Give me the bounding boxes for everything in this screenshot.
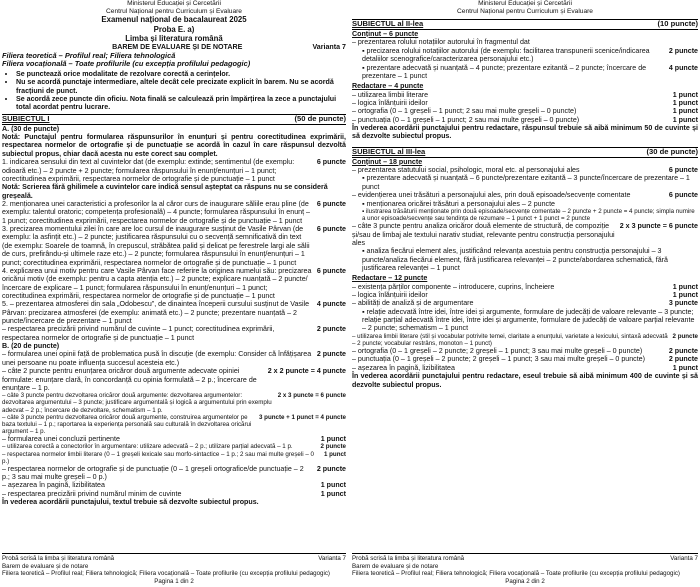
scoring-row bbox=[2, 451, 346, 465]
scoring-row bbox=[2, 481, 346, 489]
scoring-row bbox=[352, 91, 698, 99]
criterion-text: – respectarea precizării privind numărul minim de cuvinte bbox=[2, 489, 182, 498]
criterion-text: – câte 3 puncte pentru analiza oricăror două elemente de structură, de compoziție și/sau de limbaj ale textului narativ studiat, relevante pentru construcția personajului ales bbox=[352, 222, 615, 247]
ministry-name: Ministerul Educației și Cercetării bbox=[127, 0, 221, 7]
scoring-row bbox=[2, 183, 346, 200]
footer-probe: Probă scrisă la limba și literatura română bbox=[352, 555, 465, 563]
scoring-row bbox=[352, 166, 698, 174]
points-value: 2 puncte bbox=[320, 443, 346, 451]
points-value: 2 puncte bbox=[668, 355, 698, 364]
bullet-wrap bbox=[362, 247, 698, 272]
scoring-row bbox=[352, 47, 698, 64]
points-value: 2 puncte bbox=[668, 46, 698, 55]
rule-item: • Se punctează orice modalitate de rezolvare corectă a cerințelor. bbox=[16, 70, 346, 78]
points-value: 2 x 3 puncte = 6 puncte bbox=[619, 222, 698, 231]
rule-item: • Nu se acordă punctaje intermediare, altele decât cele precizate explicit în barem. Nu se acordă fracțiuni de punct. bbox=[16, 78, 346, 95]
continut-3-title: Conținut – 18 puncte bbox=[352, 157, 423, 166]
points-value: 4 puncte bbox=[668, 63, 698, 72]
points-value: 2 puncte bbox=[316, 350, 346, 359]
exam-title: Examenul național de bacalaureat 2025 bbox=[101, 15, 247, 25]
scoring-row bbox=[352, 308, 698, 333]
subiect-3-points: (30 de puncte) bbox=[646, 146, 698, 156]
points-value: 2 x 3 puncte = 6 puncte bbox=[277, 392, 346, 400]
criterion-text: – abilități de analiză și de argumentare bbox=[352, 299, 474, 308]
scoring-row bbox=[352, 64, 698, 81]
part-a-title: A. (30 de puncte) bbox=[2, 124, 60, 133]
continut-2-title: Conținut – 6 puncte bbox=[352, 30, 419, 39]
criterion-text: – respectarea precizării privind numărul de cuvinte – 1 punct; corectitudinea exprimării, respectarea normelor de ortografie și de punctuație – 1 punct bbox=[2, 325, 275, 342]
subiect-2-header bbox=[352, 19, 698, 30]
nota: Notă: Punctajul pentru formularea răspunsurilor în enunțuri și pentru corectitudinea exprimării, respectarea normelor de ortografie și de punctuație se acordă în cazul în care răspunsul dezvoltă subiectul propus, chiar dacă acesta nu este corect sau complet. bbox=[2, 133, 346, 158]
criterion-text: – prezentarea rolului notațiilor autorului în fragmentul dat bbox=[352, 38, 530, 47]
bullet-wrap bbox=[362, 308, 698, 333]
redactare-2-title: Redactare – 4 puncte bbox=[352, 82, 424, 91]
criterion-text: – câte 2 puncte pentru enunțarea oricăror două argumente adecvate opiniei formulate: enunțare clară, în concordanță cu opinia formulată – 2 p.; încercare de enunțare – 1 p. bbox=[2, 367, 257, 392]
criterion-text: – respectarea normelor limbii literare (0 – 1 greșeli lexicale sau morfo-sintactice – 1 p.; 2 sau mai multe greșeli – 0 p.) bbox=[2, 450, 314, 465]
criterion-text: – utilizarea limbii literare bbox=[352, 90, 429, 99]
scoring-row bbox=[2, 267, 346, 300]
subiect-3-header bbox=[352, 147, 698, 158]
page-2-footer bbox=[352, 553, 698, 585]
rules-list bbox=[2, 70, 346, 112]
criterion-text: – formularea unei concluzii pertinente bbox=[2, 435, 120, 444]
ministry-name: Ministerul Educației și Cercetării bbox=[478, 0, 572, 7]
points-value: 1 punct bbox=[320, 481, 346, 490]
scoring-row bbox=[352, 174, 698, 191]
criterion-text: 4. explicarea unui motiv pentru care Vasile Pârvan face referire la originea numelui său: precizarea oricărui motiv (de exemplu: pentru a capta atenția etc.) – 2 puncte; explicare nuanțată – 2 puncte/încercare de explicare – 1 punct; formularea răspunsului în enunț/enunțuri – 1 punct; corectitudinea exprimării, respectarea normelor de ortografie și de punctuație – 1 punct bbox=[2, 266, 312, 300]
bullet-icon: ▪ bbox=[362, 207, 366, 215]
criterion-text: – punctuația (0 – 1 greșeli – 1 punct; 2 sau mai multe greșeli – 0 puncte) bbox=[352, 115, 580, 124]
criterion-text: 2. menționarea unei caracteristici a profesorilor la al căror curs de inaugurare săliile erau pline (de exemplu: talentul oratoric; competența profesională) – 4 puncte; formularea răspunsului în enunț – 1 punct; corectitudinea exprimării, respectarea normelor de ortografie și de punctuație – 1 punct bbox=[2, 200, 310, 225]
scoring-row bbox=[2, 414, 346, 435]
criterion-text: prezentare adecvată și nuanțată – 6 puncte/prezentare ezitantă – 3 puncte/încercare de prezentare – 1 punct bbox=[362, 174, 690, 191]
footer-varianta: Varianta 7 bbox=[670, 555, 698, 563]
bullet-wrap bbox=[362, 208, 698, 222]
footer-barem: Barem de evaluare și de notare bbox=[2, 562, 89, 570]
criterion-text: – logica înlănțuirii ideilor bbox=[352, 291, 428, 300]
scoring-row bbox=[352, 116, 698, 124]
page-number: Pagina 2 din 2 bbox=[505, 577, 545, 585]
scoring-row bbox=[2, 225, 346, 267]
scoring-row bbox=[2, 158, 346, 183]
scoring-row bbox=[352, 283, 698, 291]
criterion-text: 3. precizarea momentului zilei în care are loc cursul de inaugurare susținut de Vasile Pârvan (de exemplu: la asfințit etc.) – 2 puncte; justificarea răspunsului cu o secvență semnificativă din text (de exemplu: Soarele de toamnă, în crepuscul, străbătea palid și delicat pe ferestrele largi ale sălii de curs, prefirându-și ultimele raze etc.) – 2 puncte; formularea răspunsului în enunț/enunțuri – 1 punct; corectitudinea exprimării, respectarea normelor de ortografie și de punctuație – 1 punct bbox=[2, 225, 310, 267]
subiect-1-title: SUBIECTUL I bbox=[2, 113, 50, 123]
criterion-text: 5. – prezentarea atmosferei din sala „Odobescu”, de dinaintea începerii cursului susținut de Vasile Pârvan: precizarea atmosferei (de exemplu: animată etc.) – 2 puncte; prezentare nuanțată – 2 puncte/încercare de prezentare – 1 punct bbox=[2, 300, 310, 326]
scoring-row bbox=[352, 247, 698, 272]
redactare-2-items bbox=[352, 91, 698, 124]
criterion-text: 1. indicarea sensului din text al cuvintelor dat (de exemplu: extinde; sentimentul (de exemplu: odioară etc.) – 2 puncte + 2 puncte; formularea răspunsului în enunț/enunțuri – 1 punct; corectitudinea exprimării, respectarea normelor de ortografie și de punctuație – 1 punct bbox=[2, 158, 295, 183]
criterion-text: precizarea rolului notațiilor autorului (de exemplu: facilitarea transpunerii scenice/indicarea detaliilor scenografice/caracterizarea personajului etc.) bbox=[362, 46, 650, 64]
bullet-icon: ▪ bbox=[362, 247, 367, 256]
points-value: 1 punct bbox=[672, 363, 698, 372]
center-name: Centrul Național pentru Curriculum și Evaluare bbox=[457, 7, 593, 15]
criterion-text: – câte 3 puncte pentru dezvoltarea oricăror două argumente, construirea argumentelor pe baza textului – 1 p.; raportarea la experiența personală sau culturală în dezvoltarea oricărui argument – 1 p. bbox=[2, 413, 252, 435]
points-value: 2 puncte bbox=[668, 347, 698, 356]
points-value: 1 punct bbox=[320, 435, 346, 444]
subiect-2-title: SUBIECTUL al II-lea bbox=[352, 19, 424, 29]
bullet-icon: ▪ bbox=[362, 46, 367, 55]
bullet-wrap bbox=[362, 200, 698, 208]
criterion-text: menționarea oricărei trăsături a personajului ales – 2 puncte bbox=[366, 199, 555, 208]
final-note: În vederea acordării punctajului, textul trebuie să dezvolte subiectul propus. bbox=[2, 498, 259, 507]
points-value: 1 punct bbox=[672, 115, 698, 124]
page-number: Pagina 1 din 2 bbox=[154, 577, 194, 585]
scoring-row bbox=[2, 435, 346, 443]
bullet-icon: ▪ bbox=[362, 174, 367, 183]
bullet-icon: ▪ bbox=[362, 307, 367, 316]
bullet-icon: ▪ bbox=[362, 199, 367, 208]
subiect-1-header bbox=[2, 114, 346, 125]
scoring-row bbox=[2, 465, 346, 482]
criterion-text: – așezarea în pagină, lizibilitatea bbox=[352, 363, 455, 372]
criterion-text: prezentare adecvată și nuanțată – 4 puncte; prezentare ezitantă – 2 puncte; încercare de prezentare – 1 punct bbox=[362, 63, 647, 80]
part-b-title: B. (20 de puncte) bbox=[2, 342, 60, 351]
ministry-header bbox=[2, 0, 346, 15]
criterion-text: – logica înlănțuirii ideilor bbox=[352, 98, 428, 107]
scoring-row bbox=[2, 325, 346, 342]
scoring-row bbox=[2, 392, 346, 413]
criterion-text: – ortografia (0 – 1 greșeli – 1 punct; 2 sau mai multe greșeli – 0 puncte) bbox=[352, 107, 577, 116]
redactare-3-items bbox=[352, 283, 698, 372]
points-value: 1 punct bbox=[672, 282, 698, 291]
scoring-row bbox=[352, 347, 698, 355]
points-value: 1 punct bbox=[320, 489, 346, 498]
continut-3-items bbox=[352, 166, 698, 272]
points-value: 1 punct bbox=[672, 107, 698, 116]
points-value: 6 puncte bbox=[316, 225, 346, 234]
points-value: 2 puncte bbox=[316, 325, 346, 334]
center-name: Centrul Național pentru Curriculum și Evaluare bbox=[106, 7, 242, 15]
footer-filiera: Filiera teoretică – Profilul real; Filiera tehnologică; Filiera vocațională – Toate profilurile (cu excepția profilului pedagogic) bbox=[2, 570, 330, 578]
continut-2-items bbox=[352, 38, 698, 80]
proba: Proba E. a) bbox=[153, 24, 195, 34]
scoring-row bbox=[2, 350, 346, 367]
points-value: 6 puncte bbox=[316, 158, 346, 167]
points-value: 2 puncte bbox=[672, 332, 698, 340]
scoring-row bbox=[352, 222, 698, 247]
scoring-row bbox=[2, 300, 346, 325]
rule-item: • Se acordă zece puncte din oficiu. Nota finală se calculează prin împărțirea la zece a punctajului total acordat pentru lucrare. bbox=[16, 95, 346, 112]
footer-barem: Barem de evaluare și de notare bbox=[352, 562, 439, 570]
scoring-row bbox=[352, 364, 698, 372]
bullet-wrap bbox=[362, 64, 665, 81]
criterion-text: – punctuația (0 – 1 greșeli – 2 puncte; 2 greșeli – 1 punct; 3 sau mai multe greșeli – 0 puncte) bbox=[352, 355, 645, 364]
points-value: 2 x 2 puncte = 4 puncte bbox=[267, 367, 346, 376]
page-2 bbox=[352, 0, 698, 587]
points-value: 6 puncte bbox=[668, 166, 698, 175]
criterion-text: – respectarea normelor de ortografie și de punctuație (0 – 1 greșeli ortografice/de punctuație – 2 p.; 3 sau mai multe greșeli – 0 p.) bbox=[2, 464, 304, 482]
scoring-row bbox=[2, 490, 346, 498]
points-value: 1 punct bbox=[672, 98, 698, 107]
points-value: 4 puncte bbox=[316, 300, 346, 309]
footer-varianta: Varianta 7 bbox=[318, 555, 346, 563]
criterion-text: – existența părților componente – introducere, cuprins, încheiere bbox=[352, 282, 555, 291]
scoring-row bbox=[352, 355, 698, 363]
criterion-text: – utilizarea corectă a conectorilor în argumentare: utilizare adecvată – 2 p.; utilizare parțial adecvată – 1 p. bbox=[2, 443, 293, 451]
points-value: 6 puncte bbox=[316, 266, 346, 275]
criterion-text: – utilizarea limbii literare (stil și vocabular potrivite temei, claritate a enunțului, varietate a lexicului, sintaxă adecvată – 2 puncte; vocabular restrâns, monoton – 1 punct) bbox=[352, 332, 668, 347]
criterion-text: – câte 3 puncte pentru dezvoltarea oricăror două argumente: dezvoltarea argumentelor: dezvoltarea argumentului – 3 puncte; justificare argumentală și logică a argumentului prin exemplu adecvat – 2 p.; încercare de dezvoltare, schematism – 1 p. bbox=[2, 392, 272, 414]
varianta: Varianta 7 bbox=[312, 43, 346, 52]
subiect-2-points: (10 puncte) bbox=[657, 19, 698, 29]
scoring-row bbox=[352, 191, 698, 199]
bullet-wrap bbox=[362, 47, 665, 64]
part-a-items bbox=[2, 158, 346, 342]
scoring-row bbox=[352, 291, 698, 299]
note-3: În vederea acordării punctajului pentru redactare, eseul trebuie să aibă minimum 400 de cuvinte și să dezvolte subiectul propus. bbox=[352, 372, 698, 389]
subiect-3-title: SUBIECTUL al III-lea bbox=[352, 146, 426, 156]
scoring-row bbox=[352, 107, 698, 115]
criterion-text: – formularea unei opinii față de problematica pusă în discuție (de exemplu: Consider că înfățișarea unei persoane nu poate influența succesul acesteia etc.) bbox=[2, 350, 312, 367]
subject-name: Limba și literatura română bbox=[125, 33, 223, 43]
points-value: 6 puncte bbox=[668, 191, 698, 200]
scoring-row bbox=[352, 208, 698, 222]
points-value: 6 puncte bbox=[316, 200, 346, 208]
scoring-row bbox=[352, 99, 698, 107]
part-b-items bbox=[2, 350, 346, 498]
points-value: 1 punct bbox=[323, 450, 346, 458]
criterion-text: – prezentarea statutului social, psihologic, moral etc. al personajului ales bbox=[352, 166, 580, 175]
page-1-footer bbox=[2, 553, 346, 585]
page-1 bbox=[2, 0, 346, 587]
points-value: 3 puncte + 1 punct = 4 puncte bbox=[259, 413, 346, 421]
criterion-text: relație adecvată între idei, între idei și argumente, formulare de judecăți de valoare relevante – 3 puncte; relație parțial adecvată între idei, între idei și argumente, formulare de judecăți de valoare parțial relevante – 2 puncte; schematism – 1 punct bbox=[362, 307, 695, 333]
points-value: 2 puncte bbox=[316, 464, 346, 473]
note-2: În vederea acordării punctajului pentru redactare, răspunsul trebuie să aibă minimum 50 de cuvinte și să dezvolte subiectul propus. bbox=[352, 124, 698, 141]
points-value: 3 puncte bbox=[668, 299, 698, 308]
criterion-text: ilustrarea trăsăturii menționate prin două episoade/secvențe comentate – 2 puncte + 2 puncte = 4 puncte; simpla numire a unor episoade/secvențe sau tendința de rezumare – 1 punct + 1 punct = 2 puncte bbox=[362, 207, 695, 223]
points-value: 1 punct bbox=[672, 90, 698, 99]
scoring-row bbox=[2, 443, 346, 450]
scoring-row bbox=[352, 299, 698, 307]
criterion-text: Notă: Scrierea fără ghilimele a cuvintelor care indică sensul așteptat ca răspuns nu se consideră greșeală. bbox=[2, 183, 328, 200]
scoring-row bbox=[352, 200, 698, 208]
footer-filiera: Filiera teoretică – Profilul real; Filiera tehnologică; Filiera vocațională – Toate profilurile (cu excepția profilului pedagogic) bbox=[352, 570, 680, 578]
redactare-3-title: Redactare – 12 puncte bbox=[352, 274, 428, 283]
scoring-row bbox=[2, 200, 346, 225]
subiect-1-points: (50 de puncte) bbox=[294, 113, 346, 123]
scoring-row bbox=[352, 333, 698, 347]
points-value: 1 punct bbox=[672, 291, 698, 300]
ministry-header bbox=[352, 0, 698, 15]
filiera-2: Filiera vocațională – Toate profilurile (cu excepția profilului pedagogic) bbox=[2, 59, 251, 69]
bullet-icon: ▪ bbox=[362, 63, 367, 72]
scoring-row bbox=[352, 38, 698, 46]
criterion-text: – așezarea în pagină, lizibilitatea bbox=[2, 481, 105, 490]
barem-title: BAREM DE EVALUARE ȘI DE NOTARE bbox=[112, 43, 243, 52]
filiera-1: Filiera teoretică – Profilul real; Filiera tehnologică bbox=[2, 50, 176, 60]
criterion-text: – ortografia (0 – 1 greșeli – 2 puncte; 2 greșeli – 1 punct; 3 sau mai multe greșeli – 0 puncte) bbox=[352, 347, 643, 356]
criterion-text: – evidențierea unei trăsături a personajului ales, prin două episoade/secvențe comentate bbox=[352, 191, 631, 200]
bullet-wrap bbox=[362, 174, 698, 191]
scoring-row bbox=[2, 367, 346, 392]
criterion-text: analiza fiecărui element ales, justificând relevanța acestuia pentru construcția personajului – 3 puncte/analiza fiecărui element, fără justificarea relevanței – 2 puncte/abordarea schematică, fără justificarea relevanței – 1 punct bbox=[362, 247, 668, 272]
footer-probe: Probă scrisă la limba și literatura română bbox=[2, 555, 115, 563]
